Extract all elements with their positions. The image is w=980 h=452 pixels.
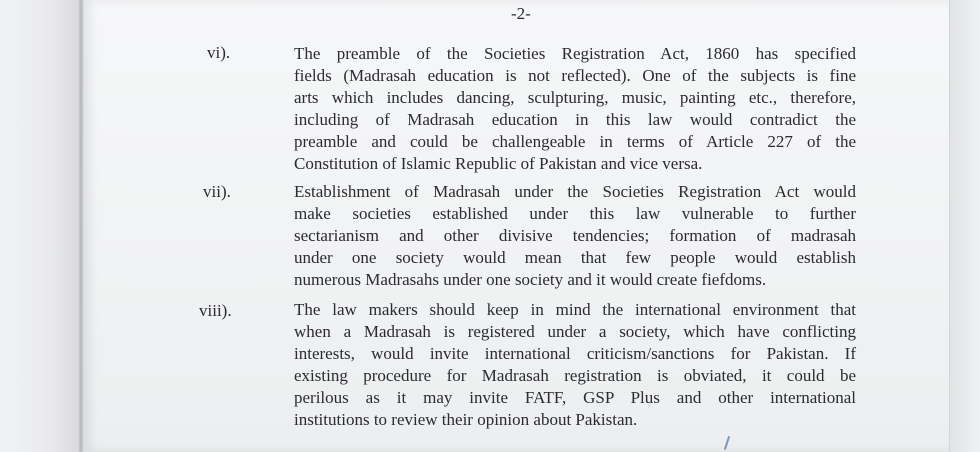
paragraph-line: Constitution of Islamic Republic of Pakistan and vice versa.: [294, 154, 703, 173]
paragraph-line: preamble and could be challengeable in terms of Article 227 of the: [294, 132, 856, 151]
paragraph-line: when a Madrasah is registered under a society, which have conflicting: [294, 322, 856, 341]
paragraph-line: arts which includes dancing, sculpturing, music, painting etc., therefore,: [294, 88, 856, 107]
underlying-page-edge: [0, 0, 84, 452]
paragraph-vii: [294, 181, 856, 291]
paragraph-line: perilous as it may invite FATF, GSP Plus and other international: [294, 388, 856, 407]
paragraph-vi: [294, 43, 856, 175]
paragraph-viii: [294, 299, 856, 431]
paragraph-line: interests, would invite international criticism/sanctions for Pakistan. If: [294, 344, 856, 363]
paragraph-line: Establishment of Madrasah under the Societies Registration Act would: [294, 182, 856, 201]
item-numeral-vii: vii).: [203, 182, 231, 201]
right-page-edge: [949, 0, 980, 452]
paragraph-line: numerous Madrasahs under one society and it would create fiefdoms.: [294, 270, 767, 289]
page-number: -2-: [511, 4, 531, 23]
paragraph-line: fields (Madrasah education is not reflected). One of the subjects is fine: [294, 66, 856, 85]
paragraph-line: The preamble of the Societies Registration Act, 1860 has specified: [294, 44, 856, 63]
paragraph-line: make societies established under this law vulnerable to further: [294, 204, 856, 223]
paragraph-line: The law makers should keep in mind the international environment that: [294, 300, 856, 319]
paragraph-line: sectarianism and other divisive tendencies; formation of madrasah: [294, 226, 856, 245]
paragraph-line: under one society would mean that few people would establish: [294, 248, 856, 267]
item-numeral-viii: viii).: [199, 301, 232, 320]
paragraph-line: existing procedure for Madrasah registration is obviated, it could be: [294, 366, 856, 385]
paragraph-line: including of Madrasah education in this law would contradict the: [294, 110, 856, 129]
paragraph-line: institutions to review their opinion about Pakistan.: [294, 410, 638, 429]
item-numeral-vi: vi).: [207, 43, 231, 62]
